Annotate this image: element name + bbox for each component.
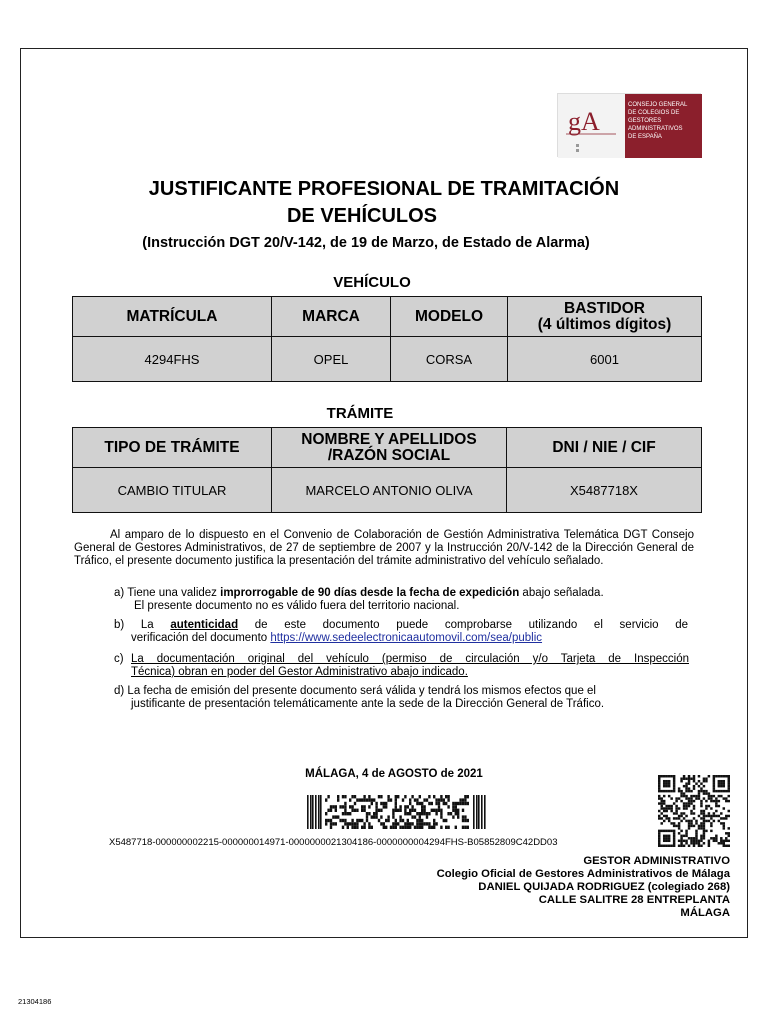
- document-title-line1: JUSTIFICANTE PROFESIONAL DE TRAMITACIÓN: [148, 178, 620, 200]
- header-bastidor: BASTIDOR (4 últimos dígitos): [508, 297, 702, 337]
- clause-d-line1: d) La fecha de emisión del presente documento será válida y tendrá los mismos efectos que el: [114, 685, 596, 697]
- value-marca: OPEL: [272, 337, 391, 382]
- vehicle-table: [72, 296, 702, 382]
- tramite-section-title: TRÁMITE: [326, 405, 394, 422]
- value-matricula: 4294FHS: [73, 337, 272, 382]
- tramite-table: [72, 427, 702, 513]
- header-dni: DNI / NIE / CIF: [507, 428, 702, 468]
- value-dni: X5487718X: [507, 468, 702, 513]
- value-modelo: CORSA: [391, 337, 508, 382]
- logo-text: CONSEJO GENERAL DE COLEGIOS DE GESTORES ADMINISTRATIVOS DE ESPAÑA: [625, 94, 702, 158]
- document-title-line2: DE VEHÍCULOS: [286, 205, 438, 227]
- qr-code: [654, 775, 734, 847]
- header-marca: MARCA: [272, 297, 391, 337]
- verification-link[interactable]: https://www.sedeelectronicaautomovil.com/sea/public: [270, 632, 543, 644]
- clause-c-line1: La documentación original del vehículo (permiso de circulación y/o Tarjeta de Inspección: [131, 653, 689, 665]
- clause-b-line2: verificación del documento https://www.sedeelectronicaautomovil.com/sea/public: [131, 632, 543, 644]
- clause-c-label: c): [114, 653, 124, 665]
- issue-date: MÁLAGA, 4 de AGOSTO de 2021: [305, 768, 483, 780]
- pdf417-barcode: [307, 795, 487, 829]
- logo-mark: [558, 94, 625, 158]
- header-matricula: MATRÍCULA: [73, 297, 272, 337]
- document-subtitle: (Instrucción DGT 20/V-142, de 19 de Marzo, de Estado de Alarma): [142, 235, 590, 251]
- value-bastidor: 6001: [508, 337, 702, 382]
- clause-a-line2: El presente documento no es válido fuera del territorio nacional.: [134, 600, 460, 612]
- clause-a: a) Tiene una validez improrrogable de 90 días desde la fecha de expedición abajo señalada.: [114, 587, 604, 599]
- header-nombre: NOMBRE Y APELLIDOS /RAZÓN SOCIAL: [272, 428, 507, 468]
- clause-b: b) La autenticidad de este documento puede comprobarse utilizando el servicio de: [114, 619, 688, 631]
- value-nombre: MARCELO ANTONIO OLIVA: [272, 468, 507, 513]
- header-modelo: MODELO: [391, 297, 508, 337]
- header-tipo-tramite: TIPO DE TRÁMITE: [73, 428, 272, 468]
- footer-id: 21304186: [18, 997, 52, 1006]
- clause-c-line2: Técnica) obran en poder del Gestor Administrativo abajo indicado.: [131, 666, 468, 678]
- vehicle-section-title: VEHÍCULO: [333, 274, 411, 291]
- clause-d-line2: justificante de presentación telemáticamente ante la sede de la Dirección General de Tráfico.: [131, 698, 605, 710]
- cggae-logo: [557, 93, 701, 157]
- verification-code: X5487718-000000002215-000000014971-0000000021304186-0000000004294FHS-B05852809C42DD03: [109, 837, 558, 848]
- svg-text:gA: gA: [568, 107, 600, 136]
- value-tipo-tramite: CAMBIO TITULAR: [73, 468, 272, 513]
- intro-paragraph: Al amparo de lo dispuesto en el Convenio de Colaboración de Gestión Administrativa Telemática DGT Consejo General de Gestores Administrativos, de 27 de septiembre de 2007 y la Instrucción 20/V-142 de la Dirección General de Tráfico, el presente documento justifica la presentación del trámite administrativo del vehículo señalado.: [74, 529, 694, 567]
- signature-block: GESTOR ADMINISTRATIVO Colegio Oficial de Gestores Administrativos de Málaga DANIEL QUIJADA RODRIGUEZ (colegiado 268) CALLE SALITRE 28 ENTREPLANTA MÁLAGA: [436, 855, 730, 919]
